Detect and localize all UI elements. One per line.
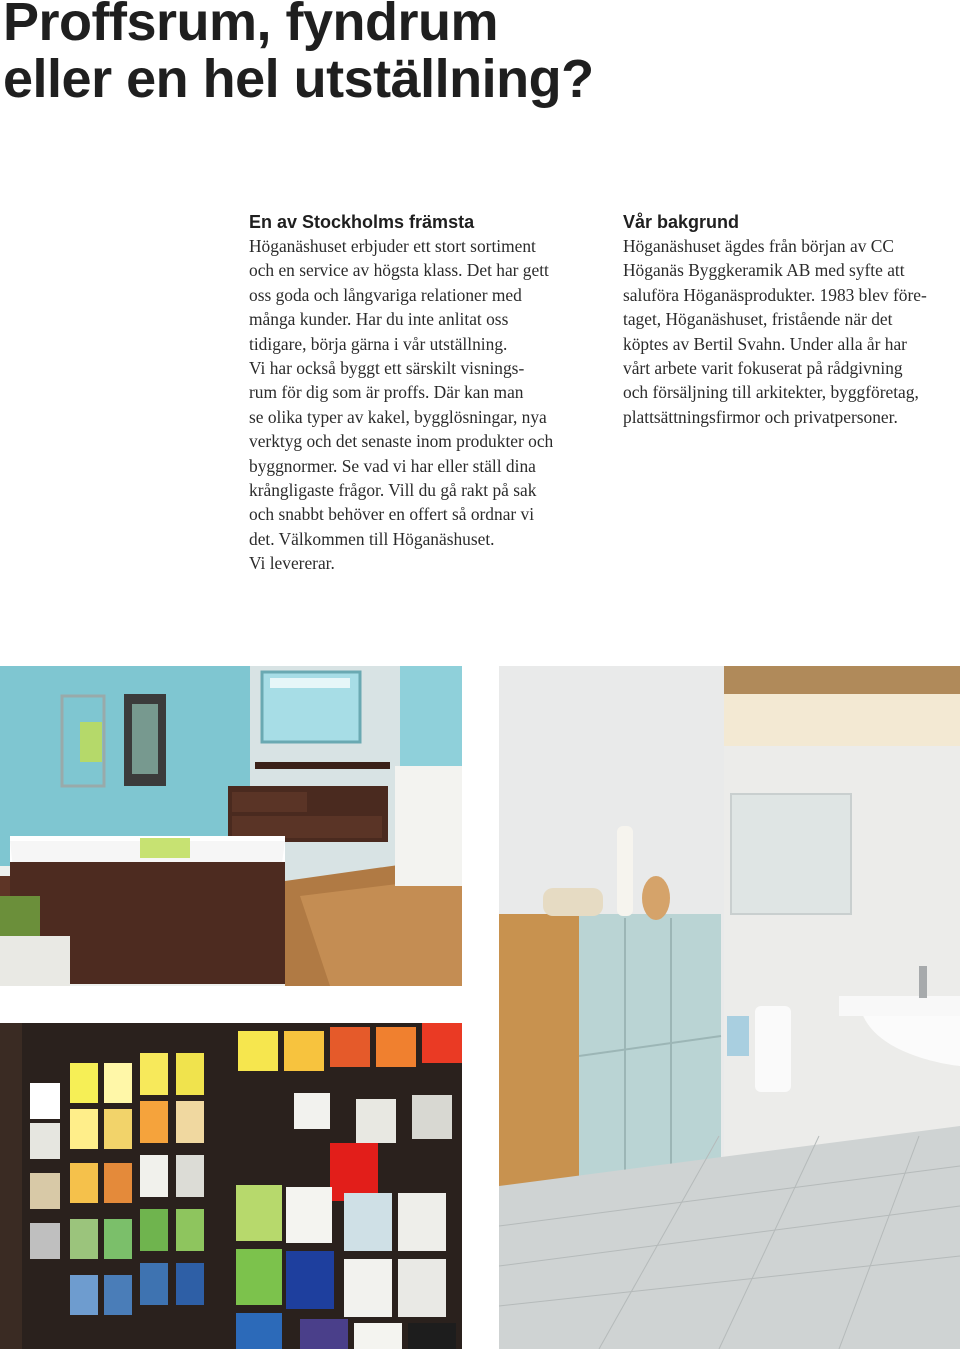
- right-line: och försäljning till arkitekter, byggföretag,: [623, 382, 919, 403]
- title-line-1: Proffsrum, fyndrum: [3, 0, 499, 52]
- left-line: rum för dig som är proffs. Där kan man: [249, 382, 524, 403]
- bathroom-photo-icon: [0, 666, 462, 986]
- left-line: och en service av högsta klass. Det har gett: [249, 260, 549, 281]
- left-line: Höganäshuset erbjuder ett stort sortiment: [249, 236, 536, 256]
- left-column: [249, 210, 594, 576]
- right-heading: Vår bakgrund: [623, 212, 740, 232]
- left-line: och snabbt behöver en offert så ordnar vi: [249, 504, 535, 525]
- left-heading: En av Stockholms främsta: [249, 212, 475, 232]
- tile-display-photo: [0, 1023, 462, 1349]
- right-line: Höganäshuset ägdes från början av CC: [623, 236, 894, 256]
- right-line: saluföra Höganäsprodukter. 1983 blev före-: [623, 284, 927, 305]
- right-line: vårt arbete varit fokuserat på rådgivning: [623, 358, 903, 379]
- right-body: [623, 234, 958, 429]
- white-bathroom-photo-icon: [499, 666, 960, 1349]
- left-line: se olika typer av kakel, bygglösningar, nya: [249, 406, 547, 427]
- left-body: [249, 234, 594, 576]
- bathroom-photo: [0, 666, 462, 986]
- right-line: köptes av Bertil Svahn. Under alla år har: [623, 333, 907, 354]
- tile-display-photo-icon: [0, 1023, 462, 1349]
- right-column: [623, 210, 958, 429]
- left-line: oss goda och långvariga relationer med: [249, 284, 522, 305]
- left-line: byggnormer. Se vad vi har eller ställ dina: [249, 455, 536, 476]
- right-line: taget, Höganäshuset, fristående när det: [623, 309, 893, 330]
- left-line: Vi har också byggt ett särskilt visnings-: [249, 358, 525, 379]
- left-line: det. Välkommen till Höganäshuset.: [249, 528, 495, 549]
- left-line: verktyg och det senaste inom produkter och: [249, 431, 554, 452]
- left-line: krångligaste frågor. Vill du gå rakt på sak: [249, 480, 537, 501]
- left-line: Vi levererar.: [249, 553, 335, 574]
- white-bathroom-photo: [499, 666, 960, 1349]
- right-line: Höganäs Byggkeramik AB med syfte att: [623, 260, 905, 281]
- right-line: plattsättningsfirmor och privatpersoner.: [623, 406, 898, 427]
- left-line: många kunder. Har du inte anlitat oss: [249, 309, 509, 330]
- title-line-2: eller en hel utställning?: [3, 49, 594, 109]
- page-title: [3, 0, 594, 108]
- left-line: tidigare, börja gärna i vår utställning.: [249, 333, 508, 354]
